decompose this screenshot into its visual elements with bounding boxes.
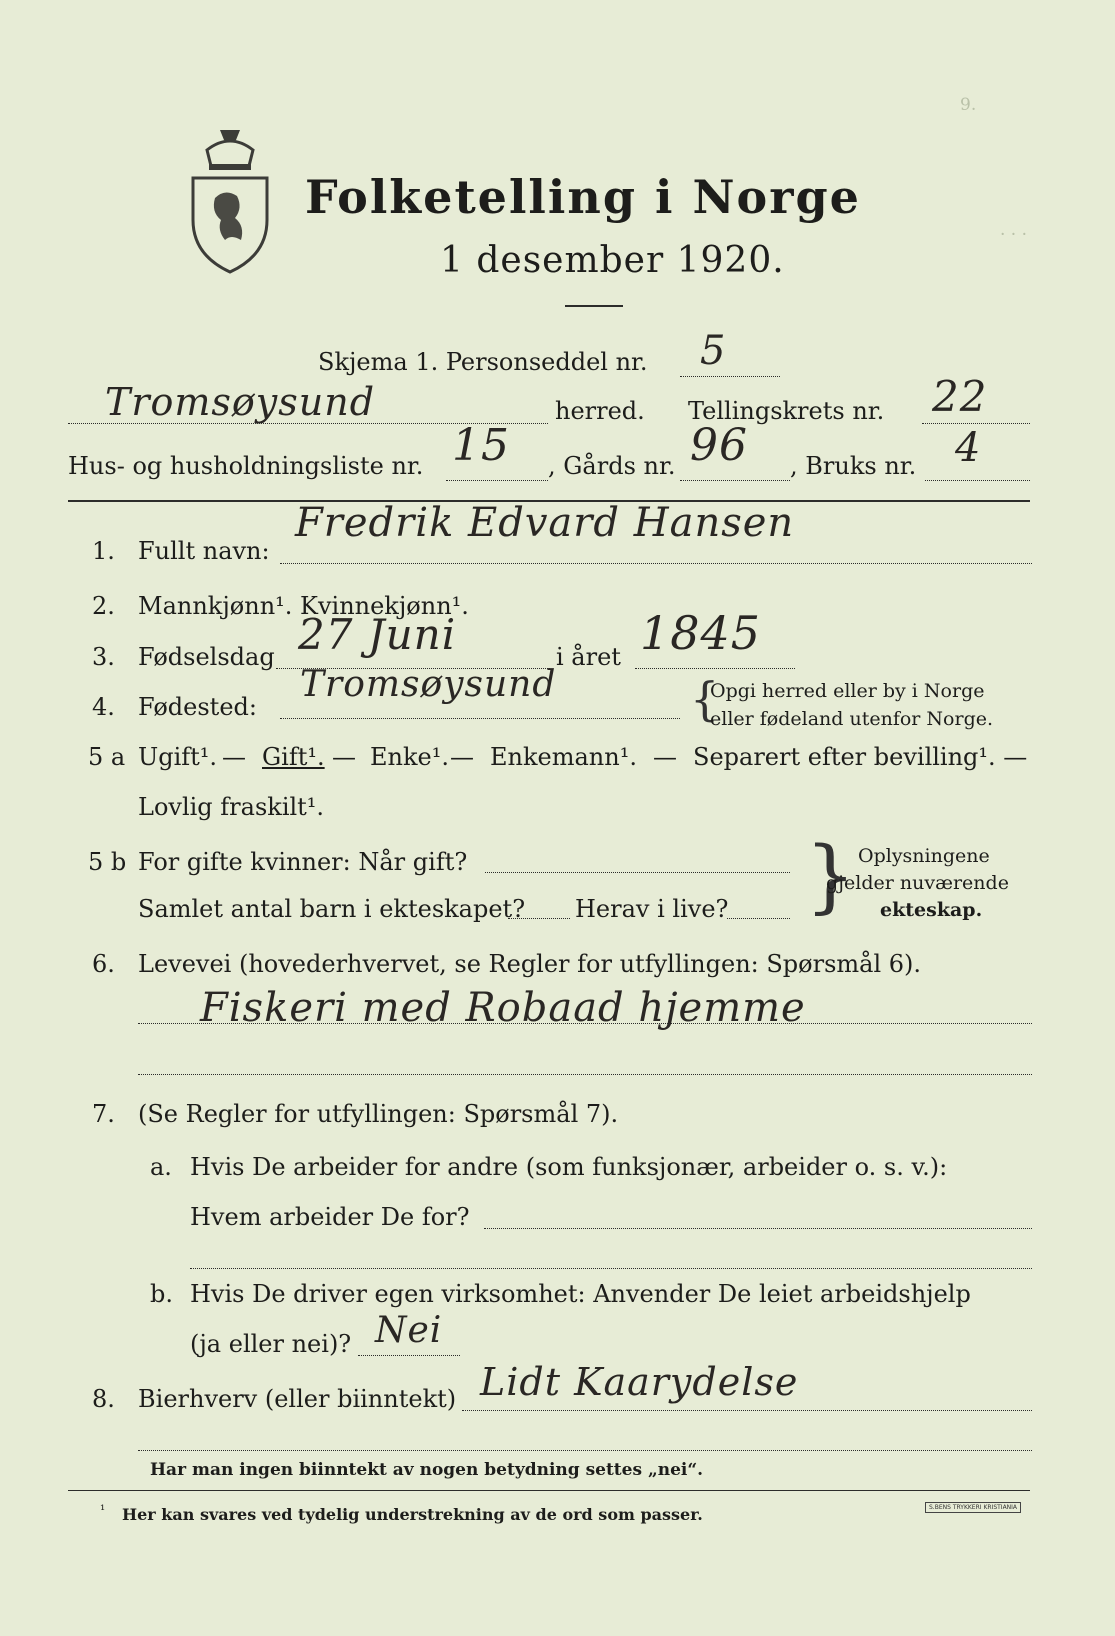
q8-line-1	[462, 1410, 1032, 1411]
tellingskrets-line	[922, 423, 1030, 424]
footer-note: Har man ingen biinntekt av nogen betydning settes „nei“.	[150, 1460, 704, 1480]
q2-label: Mannkjønn¹. Kvinnekjønn¹.	[138, 592, 469, 620]
liste-nr[interactable]: 15	[452, 420, 510, 471]
q5b-note-3: ekteskap.	[880, 899, 983, 921]
employs-help-answer[interactable]: Nei	[375, 1310, 443, 1351]
footer-rule	[68, 1490, 1030, 1491]
q8-label: Bierhverv (eller biinntekt)	[138, 1385, 457, 1413]
q5b-married-line	[485, 872, 790, 873]
q6-label: Levevei (hovederhvervet, se Regler for utfyllingen: Spørsmål 6).	[138, 950, 922, 978]
schema-label: Skjema 1. Personseddel nr.	[318, 348, 648, 376]
q7b-number: b.	[150, 1280, 173, 1308]
q5b-note-2: gjelder nuværende	[826, 872, 1009, 894]
q5b-label: For gifte kvinner: Når gift?	[138, 848, 468, 876]
gards-nr[interactable]: 96	[690, 420, 748, 471]
q8-number: 8.	[92, 1385, 115, 1413]
q5a-separert: Separert efter bevilling¹. —	[693, 743, 1028, 771]
household-label: Hus- og husholdningsliste nr.	[68, 452, 424, 480]
birthplace[interactable]: Tromsøysund	[300, 664, 557, 705]
q7a-line-2	[190, 1268, 1032, 1269]
title-divider	[565, 305, 623, 307]
dash: —	[450, 743, 474, 771]
q8-line-2	[138, 1450, 1032, 1451]
brace-icon: }	[805, 829, 856, 922]
gards-line	[680, 480, 790, 481]
q3-year-line	[635, 668, 795, 669]
dash: —	[222, 743, 246, 771]
q5a-number: 5 a	[88, 743, 126, 771]
coat-of-arms-icon	[185, 120, 275, 280]
q5a-enke: Enke¹.	[370, 743, 449, 771]
q7b-question: (ja eller nei)?	[190, 1330, 352, 1358]
bleed-through-text: · · ·	[1000, 225, 1028, 245]
q7b-label: Hvis De driver egen virksomhet: Anvender De leiet arbeidshjelp	[190, 1280, 971, 1308]
q4-number: 4.	[92, 693, 115, 721]
footnote-text: Her kan svares ved tydelig understrekning av de ord som passer.	[122, 1505, 703, 1524]
q7a-question: Hvem arbeider De for?	[190, 1203, 470, 1231]
q5a-ugift: Ugift¹.	[138, 743, 218, 771]
q5b-children-line	[508, 918, 570, 919]
birth-year[interactable]: 1845	[640, 606, 762, 660]
occupation[interactable]: Fiskeri med Robaad hjemme	[200, 985, 806, 1031]
tellingskrets-nr[interactable]: 22	[932, 372, 988, 421]
personseddel-nr[interactable]: 5	[700, 328, 727, 374]
herred-label: herred.	[555, 397, 645, 425]
bleed-through-text: 9.	[960, 95, 977, 115]
q5a-fraskilt: Lovlig fraskilt¹.	[138, 793, 325, 821]
liste-line	[446, 480, 548, 481]
q5b-alive-label: Herav i live?	[575, 895, 729, 923]
brace-icon: {	[690, 672, 720, 726]
q1-line	[280, 563, 1032, 564]
printer-stamp: S.BENS TRYKKERI KRISTIANIA	[925, 1502, 1021, 1513]
form-title: Folketelling i Norge	[305, 170, 861, 224]
dash: —	[332, 743, 356, 771]
side-income[interactable]: Lidt Kaarydelse	[480, 1360, 799, 1404]
q4-line	[280, 718, 680, 719]
personseddel-line	[680, 376, 780, 377]
q5b-number: 5 b	[88, 848, 127, 876]
gards-label: , Gårds nr.	[548, 452, 676, 480]
q5b-alive-line	[727, 918, 790, 919]
q5a-enkemann: Enkemann¹.	[490, 743, 637, 771]
herred-name[interactable]: Tromsøysund	[105, 380, 376, 424]
year-label: i året	[556, 643, 621, 671]
birth-day[interactable]: 27 Juni	[298, 610, 457, 659]
q7a-label: Hvis De arbeider for andre (som funksjonær, arbeider o. s. v.):	[190, 1153, 948, 1181]
dash: —	[653, 743, 677, 771]
bruks-line	[925, 480, 1030, 481]
q6-number: 6.	[92, 950, 115, 978]
q3-label: Fødselsdag	[138, 643, 275, 671]
q4-label: Fødested:	[138, 693, 257, 721]
bruks-label: , Bruks nr.	[790, 452, 917, 480]
bruks-nr[interactable]: 4	[955, 425, 982, 471]
q5a-gift-underlined[interactable]: Gift¹.	[262, 743, 325, 771]
q1-label: Fullt navn:	[138, 537, 270, 565]
q7-label: (Se Regler for utfyllingen: Spørsmål 7).	[138, 1100, 619, 1128]
q1-number: 1.	[92, 537, 115, 565]
footnote-number: ¹	[100, 1503, 106, 1518]
full-name[interactable]: Fredrik Edvard Hansen	[295, 500, 795, 546]
q7a-number: a.	[150, 1153, 172, 1181]
q4-note-1: Opgi herred eller by i Norge	[710, 680, 985, 702]
q3-number: 3.	[92, 643, 115, 671]
census-date: 1 desember 1920.	[440, 240, 785, 281]
q6-line-1	[138, 1023, 1032, 1024]
q7a-line-1	[484, 1228, 1032, 1229]
q6-line-2	[138, 1074, 1032, 1075]
q2-number: 2.	[92, 592, 115, 620]
q5b-children-label: Samlet antal barn i ekteskapet?	[138, 895, 526, 923]
q7-number: 7.	[92, 1100, 115, 1128]
q7b-line	[358, 1355, 460, 1356]
q5b-note-1: Oplysningene	[858, 845, 990, 867]
tellingskrets-label: Tellingskrets nr.	[688, 397, 885, 425]
q4-note-2: eller fødeland utenfor Norge.	[710, 708, 994, 730]
